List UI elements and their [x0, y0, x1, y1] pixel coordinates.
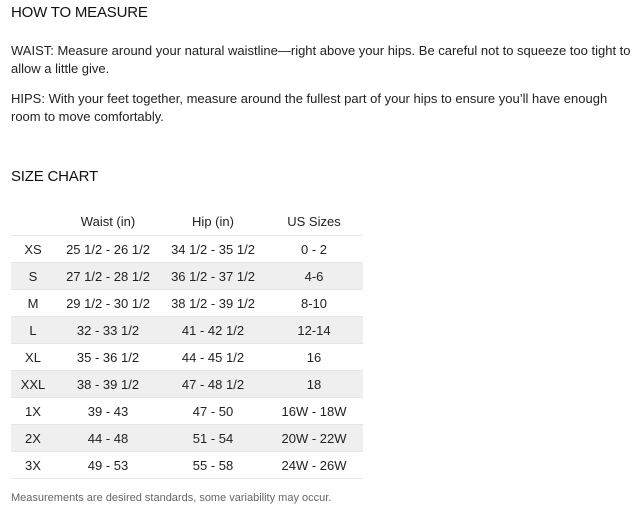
- waist-value: 29 1/2 - 30 1/2: [55, 290, 161, 317]
- table-row: [11, 371, 363, 398]
- us-size-value: 12-14: [265, 317, 363, 344]
- waist-instructions: WAIST: Measure around your natural waistline—right above your hips. Be careful not to squeeze too tight to allow a little give.: [11, 43, 631, 76]
- measurement-footnote: Measurements are desired standards, some variability may occur.: [11, 492, 332, 504]
- size-chart-header-row: [11, 208, 363, 236]
- us-size-value: 18: [265, 371, 363, 398]
- us-size-value: 16W - 18W: [265, 398, 363, 425]
- size-label: XS: [11, 236, 55, 263]
- waist-value: 44 - 48: [55, 425, 161, 452]
- us-size-value: 4-6: [265, 263, 363, 290]
- table-row: [11, 317, 363, 344]
- hip-value: 38 1/2 - 39 1/2: [161, 290, 265, 317]
- hip-value: 55 - 58: [161, 452, 265, 479]
- waist-value: 32 - 33 1/2: [55, 317, 161, 344]
- waist-value: 27 1/2 - 28 1/2: [55, 263, 161, 290]
- hip-value: 51 - 54: [161, 425, 265, 452]
- waist-value: 38 - 39 1/2: [55, 371, 161, 398]
- us-size-value: 0 - 2: [265, 236, 363, 263]
- table-row: [11, 290, 363, 317]
- hip-value: 44 - 45 1/2: [161, 344, 265, 371]
- us-size-value: 24W - 26W: [265, 452, 363, 479]
- size-label: 1X: [11, 398, 55, 425]
- size-label: 3X: [11, 452, 55, 479]
- size-label: M: [11, 290, 55, 317]
- hip-value: 36 1/2 - 37 1/2: [161, 263, 265, 290]
- waist-value: 39 - 43: [55, 398, 161, 425]
- header-hip: Hip (in): [192, 214, 234, 229]
- size-label: L: [11, 317, 55, 344]
- header-us-sizes: US Sizes: [287, 214, 341, 229]
- how-to-measure-heading: HOW TO MEASURE: [11, 4, 148, 21]
- size-label: S: [11, 263, 55, 290]
- size-label: XXL: [11, 371, 55, 398]
- hips-instructions: HIPS: With your feet together, measure around the fullest part of your hips to ensure you’ll have enough room to move comfortably.: [11, 91, 608, 124]
- size-label: XL: [11, 344, 55, 371]
- hip-value: 47 - 50: [161, 398, 265, 425]
- table-row: [11, 398, 363, 425]
- waist-value: 35 - 36 1/2: [55, 344, 161, 371]
- hip-value: 41 - 42 1/2: [161, 317, 265, 344]
- table-row: [11, 452, 363, 479]
- us-size-value: 20W - 22W: [265, 425, 363, 452]
- waist-value: 25 1/2 - 26 1/2: [55, 236, 161, 263]
- size-chart-heading: SIZE CHART: [11, 168, 98, 185]
- us-size-value: 8-10: [265, 290, 363, 317]
- size-label: 2X: [11, 425, 55, 452]
- size-chart-table: [11, 208, 363, 479]
- hip-value: 34 1/2 - 35 1/2: [161, 236, 265, 263]
- us-size-value: 16: [265, 344, 363, 371]
- header-waist: Waist (in): [80, 214, 136, 229]
- header-size-label: [11, 208, 55, 236]
- table-row: [11, 344, 363, 371]
- hip-value: 47 - 48 1/2: [161, 371, 265, 398]
- table-row: [11, 425, 363, 452]
- table-row: [11, 236, 363, 263]
- waist-value: 49 - 53: [55, 452, 161, 479]
- table-row: [11, 263, 363, 290]
